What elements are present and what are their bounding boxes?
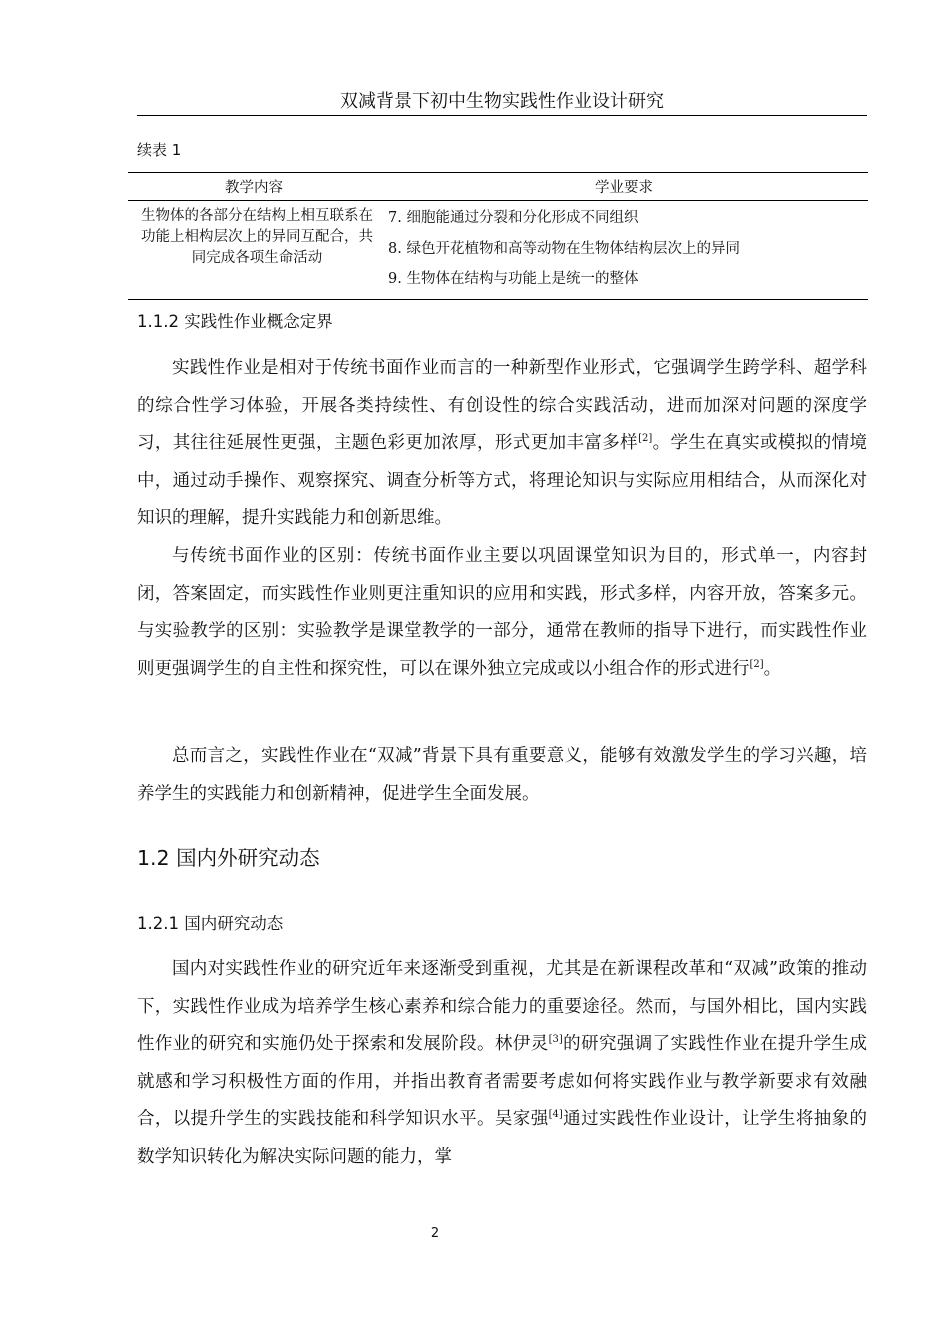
table-cell-content (128, 201, 380, 300)
paragraph-text: 通过实践性作业设计，让学生将抽象的数学知识转化为解决实际问题的能力，掌 (137, 1109, 868, 1167)
requirements-table (128, 172, 868, 300)
table-cell-requirements (380, 201, 868, 300)
table-header-teaching-content: 教学内容 (128, 173, 380, 201)
teaching-content-text: 生物体的各部分在结构上相互联系在功能上相构层次上的异同互配合，共同完成各项生命活动 (141, 208, 373, 266)
paragraph-summary: 总而言之，实践性作业在“双减”背景下具有重要意义，能够有效激发学生的学习兴趣，培养学生的实践能力和创新精神，促进学生全面发展。 (137, 746, 867, 804)
paragraph-text: 与传统书面作业的区别：传统书面作业主要以巩固课堂知识为目的，形式单一，内容封闭，答案固定，而实践性作业则更注重知识的应用和实践，形式多样，内容开放，答案多元。与实验教学的区别：实验教学是课堂教学的一部分，通常在教师的指导下进行，而实践性作业则更强调学生的自主性和探究性，可以在课外独立完成或以小组合作的形式进行 (137, 546, 867, 679)
paragraph-definition (137, 350, 867, 538)
table-header-row (128, 173, 868, 201)
table-caption: 续表 1 (137, 141, 182, 159)
table-row (128, 201, 868, 300)
requirement-item: 8. 绿色开花植物和高等动物在生物体结构层次上的异同 (388, 240, 740, 257)
citation-ref: [3] (548, 1034, 563, 1046)
citation-ref: [2] (638, 433, 653, 445)
section-heading-1-2-1: 1.2.1 国内研究动态 (137, 914, 284, 933)
paragraph-text: 。学生在真实或模拟的情境中，通过动手操作、观察探究、调查分析等方式，将理论知识与实际应用相结合，从而深化对知识的理解，提升实践能力和创新思维。 (137, 433, 867, 528)
citation-ref: [2] (749, 658, 764, 670)
paragraph-text: 国内对实践性作业的研究近年来逐渐受到重视，尤其是在新课程改革和“双减”政策的推动下，实践性作业成为培养学生核心素养和综合能力的重要途径。然而，与国外相比，国内实践性作业的研究和实施仍处于探索和发展阶段。林伊灵 (137, 959, 867, 1054)
citation-ref: [4] (548, 1109, 563, 1121)
paragraph-domestic-research (137, 951, 867, 1176)
paragraph-differences (137, 538, 867, 688)
paragraph-text: 的研究强调了实践性作业在提升学生成就感和学习积极性方面的作用，并指出教育者需要考虑如何将实践作业与教学新要求有效融合，以提升学生的实践技能和科学知识水平。吴家强 (137, 1034, 868, 1129)
page-number: 2 (430, 1226, 440, 1241)
paragraph-text: 实践性作业是相对于传统书面作业而言的一种新型作业形式，它强调学生跨学科、超学科的综合性学习体验，开展各类持续性、有创设性的综合实践活动，进而加深对问题的深度学习，其往往延展性更强，主题色彩更加浓厚，形式更加丰富多样 (137, 358, 867, 453)
table-header-academic-requirements: 学业要求 (380, 173, 868, 201)
section-heading-1-2: 1.2 国内外研究动态 (137, 846, 320, 870)
running-header-title: 双减背景下初中生物实践性作业设计研究 (340, 91, 664, 112)
requirement-item: 9. 生物体在结构与功能上是统一的整体 (388, 271, 639, 287)
header-rule (137, 115, 867, 116)
requirement-item: 7. 细胞能通过分裂和分化形成不同组织 (388, 210, 639, 226)
section-heading-1-1-2: 1.1.2 实践性作业概念定界 (137, 312, 333, 331)
paragraph-text: 。 (763, 658, 782, 679)
